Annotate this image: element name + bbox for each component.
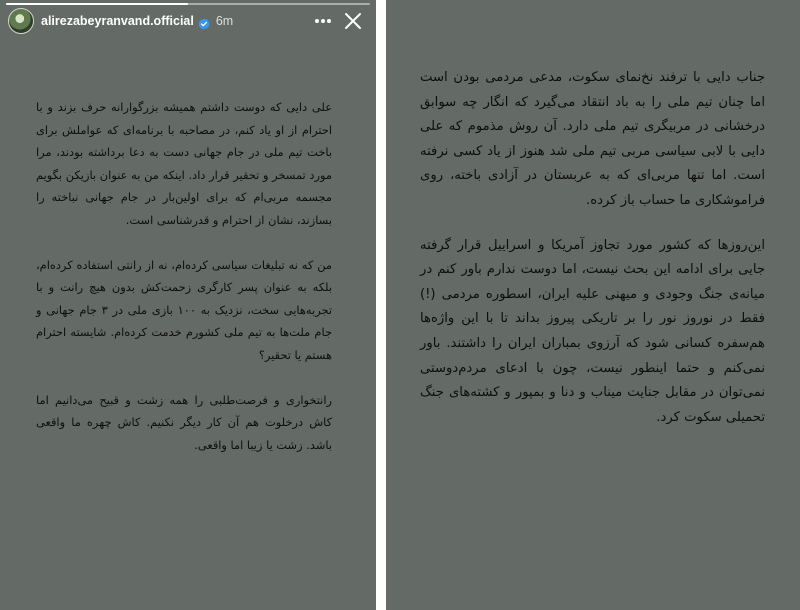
story-header xyxy=(8,8,368,34)
avatar[interactable] xyxy=(8,8,34,34)
right-paragraph-1: جناب دایی با ترفند نخ‌نمای سکوت، مدعی مردمی بودن است اما چنان تیم ملی را به باد انتقاد می‌گیرد که انگار چه سوابق درخشانی در مربیگری تیم ملی دارد. آن روش مذموم که علی دایی با لابی سیاسی مربی تیم ملی شد هنوز از یاد کسی نرفته است. اما تنها مربی‌ای که به عربستان در آزادی باخته، روی فراموشکاری ما حساب باز کرده. xyxy=(420,70,765,208)
close-icon[interactable] xyxy=(338,8,368,34)
post-time: 6m xyxy=(215,14,234,28)
story-text-left xyxy=(36,96,332,456)
left-paragraph-3: رانتخواری و فرصت‌طلبی را همه زشت و قبیح می‌دانیم اما کاش درخلوت هم آن کار دیگر نکنیم. کاش چهره ما واقعی باشد. زشت یا زیبا اما واقعی. xyxy=(36,392,332,452)
story-panel-right[interactable] xyxy=(386,0,800,610)
right-paragraph-2: این‌روزها که کشور مورد تجاوز آمریکا و اسراییل قرار گرفته جایی برای ادامه این بحث نیست، اما دوست ندارم باور کنم در میانه‌ی جنگ وجودی و میهنی علیه ایران، اسطوره مردمی (!) فقط در نوروز نور را بر تاریکی پیروز بداند تا با این واژه‌ها هم‌سفره کسانی شود که آرزوی بمباران ایران را داشتند. باور نمی‌کنم و حتما اینطور نیست، چون با ادعای مردم‌دوستی نمی‌توان در مقابل جنایت میناب و دنا و بمپور و کشته‌های جنگ تحمیلی سکوت کرد. xyxy=(420,237,765,425)
left-paragraph-2: من که نه تبلیغات سیاسی کرده‌ام، نه از رانتی استفاده کرده‌ام، بلکه به عنوان پسر کارگری زحمت‌کش بدون هیچ رانت و با تجربه‌هایی سخت، نزدیک به ۱۰۰ بازی ملی در ۳ جام جهانی و جام ملت‌ها به تیم ملی کشورم خدمت کرده‌ام. شایسته احترام هستم یا تحقیر؟ xyxy=(36,257,332,362)
username[interactable]: alirezabeyranvand.official xyxy=(41,14,194,28)
story-progress-fill xyxy=(6,3,188,5)
story-panel-left[interactable] xyxy=(0,0,376,610)
left-paragraph-1: علی دایی که دوست داشتم همیشه بزرگوارانه حرف بزند و با احترام از او یاد کنم، در مصاحبه با برنامه‌ای که عواملش برای باخت تیم ملی در جام جهانی دست به دعا برداشته بودند، مرا مورد تمسخر و تحقیر قرار داد. اینکه من به عنوان بازیکن بگویم مجسمه مربی‌ام که برای اولین‌بار در جام جهانی نباخته را بسازند، نشان از احترام و قدرشناسی است. xyxy=(36,100,332,227)
more-options-icon[interactable] xyxy=(308,8,338,34)
verified-badge-icon xyxy=(198,15,210,27)
story-progress-bar xyxy=(6,3,370,5)
story-text-right xyxy=(420,66,765,430)
